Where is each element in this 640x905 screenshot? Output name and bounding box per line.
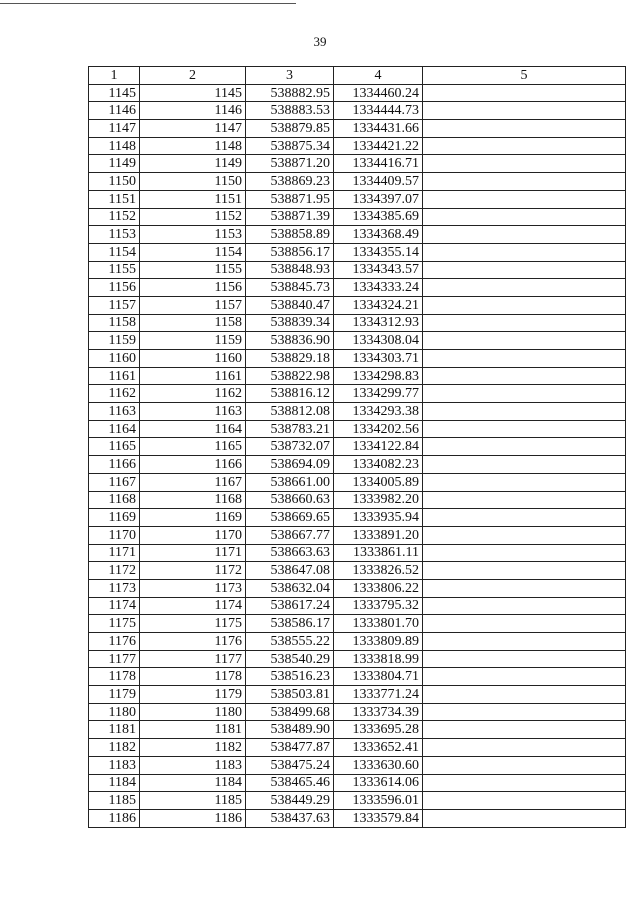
coord-x-cell: 538840.47	[246, 296, 334, 314]
point-label-cell: 1186	[140, 809, 246, 827]
table-row	[89, 509, 626, 527]
coord-x-cell: 538836.90	[246, 332, 334, 350]
note-cell	[423, 509, 626, 527]
table-row	[89, 420, 626, 438]
point-label-cell: 1160	[140, 350, 246, 368]
point-label-cell: 1167	[140, 473, 246, 491]
note-cell	[423, 703, 626, 721]
point-label-cell: 1180	[140, 703, 246, 721]
coord-y-cell: 1334082.23	[334, 456, 423, 474]
coord-x-cell: 538437.63	[246, 809, 334, 827]
table-row	[89, 491, 626, 509]
coord-y-cell: 1334355.14	[334, 243, 423, 261]
table-row	[89, 686, 626, 704]
coord-x-cell: 538540.29	[246, 650, 334, 668]
table-row	[89, 102, 626, 120]
table-row	[89, 526, 626, 544]
note-cell	[423, 809, 626, 827]
point-label-cell: 1184	[140, 774, 246, 792]
point-number-cell: 1146	[89, 102, 140, 120]
table-row	[89, 544, 626, 562]
coord-x-cell: 538499.68	[246, 703, 334, 721]
note-cell	[423, 243, 626, 261]
coord-y-cell: 1334397.07	[334, 190, 423, 208]
coord-y-cell: 1334416.71	[334, 155, 423, 173]
table-row	[89, 385, 626, 403]
note-cell	[423, 190, 626, 208]
coord-x-cell: 538829.18	[246, 350, 334, 368]
coord-x-cell: 538879.85	[246, 120, 334, 138]
coord-y-cell: 1333806.22	[334, 579, 423, 597]
note-cell	[423, 332, 626, 350]
point-number-cell: 1173	[89, 579, 140, 597]
coord-x-cell: 538856.17	[246, 243, 334, 261]
note-cell	[423, 420, 626, 438]
point-number-cell: 1162	[89, 385, 140, 403]
coord-x-cell: 538848.93	[246, 261, 334, 279]
table-row	[89, 774, 626, 792]
point-number-cell: 1169	[89, 509, 140, 527]
coord-x-cell: 538667.77	[246, 526, 334, 544]
note-cell	[423, 756, 626, 774]
point-number-cell: 1151	[89, 190, 140, 208]
point-number-cell: 1153	[89, 226, 140, 244]
point-number-cell: 1175	[89, 615, 140, 633]
note-cell	[423, 579, 626, 597]
note-cell	[423, 526, 626, 544]
header-rule	[0, 3, 296, 4]
coord-x-cell: 538875.34	[246, 137, 334, 155]
coord-y-cell: 1333801.70	[334, 615, 423, 633]
point-label-cell: 1151	[140, 190, 246, 208]
point-number-cell: 1165	[89, 438, 140, 456]
coord-y-cell: 1334333.24	[334, 279, 423, 297]
coord-x-cell: 538617.24	[246, 597, 334, 615]
table-row	[89, 137, 626, 155]
point-number-cell: 1179	[89, 686, 140, 704]
note-cell	[423, 350, 626, 368]
note-cell	[423, 173, 626, 191]
coord-y-cell: 1333804.71	[334, 668, 423, 686]
point-number-cell: 1150	[89, 173, 140, 191]
point-label-cell: 1148	[140, 137, 246, 155]
point-number-cell: 1147	[89, 120, 140, 138]
point-number-cell: 1180	[89, 703, 140, 721]
point-number-cell: 1163	[89, 403, 140, 421]
note-cell	[423, 120, 626, 138]
table-row	[89, 650, 626, 668]
table-row	[89, 155, 626, 173]
coord-y-cell: 1333630.60	[334, 756, 423, 774]
coord-y-cell: 1333734.39	[334, 703, 423, 721]
coord-x-cell: 538871.95	[246, 190, 334, 208]
point-label-cell: 1181	[140, 721, 246, 739]
coord-x-cell: 538669.65	[246, 509, 334, 527]
point-label-cell: 1153	[140, 226, 246, 244]
point-label-cell: 1178	[140, 668, 246, 686]
coord-x-cell: 538586.17	[246, 615, 334, 633]
point-number-cell: 1174	[89, 597, 140, 615]
table-row	[89, 456, 626, 474]
table-header	[89, 67, 626, 85]
coord-x-cell: 538661.00	[246, 473, 334, 491]
point-number-cell: 1167	[89, 473, 140, 491]
coord-y-cell: 1334444.73	[334, 102, 423, 120]
coord-x-cell: 538871.39	[246, 208, 334, 226]
point-label-cell: 1179	[140, 686, 246, 704]
coord-y-cell: 1334293.38	[334, 403, 423, 421]
note-cell	[423, 544, 626, 562]
point-number-cell: 1164	[89, 420, 140, 438]
note-cell	[423, 739, 626, 757]
coord-x-cell: 538783.21	[246, 420, 334, 438]
point-label-cell: 1162	[140, 385, 246, 403]
note-cell	[423, 226, 626, 244]
point-label-cell: 1164	[140, 420, 246, 438]
coord-y-cell: 1333818.99	[334, 650, 423, 668]
table-row	[89, 562, 626, 580]
table-row	[89, 296, 626, 314]
point-number-cell: 1181	[89, 721, 140, 739]
column-header-2: 2	[140, 67, 246, 85]
note-cell	[423, 102, 626, 120]
table-row	[89, 314, 626, 332]
note-cell	[423, 137, 626, 155]
table-body	[89, 84, 626, 827]
coord-y-cell: 1334298.83	[334, 367, 423, 385]
coord-x-cell: 538489.90	[246, 721, 334, 739]
table-row	[89, 350, 626, 368]
page-number: 39	[313, 34, 327, 49]
point-label-cell: 1169	[140, 509, 246, 527]
table-row	[89, 190, 626, 208]
coord-x-cell: 538465.46	[246, 774, 334, 792]
coord-x-cell: 538516.23	[246, 668, 334, 686]
point-number-cell: 1166	[89, 456, 140, 474]
table-row	[89, 367, 626, 385]
coord-y-cell: 1333861.11	[334, 544, 423, 562]
coord-x-cell: 538858.89	[246, 226, 334, 244]
coord-x-cell: 538660.63	[246, 491, 334, 509]
point-number-cell: 1184	[89, 774, 140, 792]
coord-y-cell: 1334303.71	[334, 350, 423, 368]
point-label-cell: 1146	[140, 102, 246, 120]
table-row	[89, 84, 626, 102]
coord-y-cell: 1334005.89	[334, 473, 423, 491]
table-row	[89, 633, 626, 651]
column-header-4: 4	[334, 67, 423, 85]
note-cell	[423, 314, 626, 332]
note-cell	[423, 597, 626, 615]
coord-x-cell: 538871.20	[246, 155, 334, 173]
table-row	[89, 226, 626, 244]
note-cell	[423, 633, 626, 651]
point-label-cell: 1177	[140, 650, 246, 668]
coord-x-cell: 538845.73	[246, 279, 334, 297]
note-cell	[423, 562, 626, 580]
coord-y-cell: 1333795.32	[334, 597, 423, 615]
table-row	[89, 792, 626, 810]
point-label-cell: 1145	[140, 84, 246, 102]
point-number-cell: 1161	[89, 367, 140, 385]
coord-y-cell: 1334122.84	[334, 438, 423, 456]
note-cell	[423, 279, 626, 297]
point-number-cell: 1159	[89, 332, 140, 350]
table-row	[89, 668, 626, 686]
table-row	[89, 438, 626, 456]
coord-x-cell: 538555.22	[246, 633, 334, 651]
coord-y-cell: 1334312.93	[334, 314, 423, 332]
point-label-cell: 1147	[140, 120, 246, 138]
table-row	[89, 332, 626, 350]
table-row	[89, 756, 626, 774]
point-label-cell: 1183	[140, 756, 246, 774]
note-cell	[423, 367, 626, 385]
note-cell	[423, 686, 626, 704]
coord-y-cell: 1333826.52	[334, 562, 423, 580]
table-row	[89, 615, 626, 633]
note-cell	[423, 261, 626, 279]
point-label-cell: 1157	[140, 296, 246, 314]
coord-x-cell: 538812.08	[246, 403, 334, 421]
point-number-cell: 1157	[89, 296, 140, 314]
coord-x-cell: 538477.87	[246, 739, 334, 757]
coord-y-cell: 1333891.20	[334, 526, 423, 544]
note-cell	[423, 456, 626, 474]
point-number-cell: 1160	[89, 350, 140, 368]
note-cell	[423, 155, 626, 173]
table-row	[89, 473, 626, 491]
table-row	[89, 403, 626, 421]
point-number-cell: 1149	[89, 155, 140, 173]
note-cell	[423, 792, 626, 810]
point-label-cell: 1159	[140, 332, 246, 350]
coord-x-cell: 538663.63	[246, 544, 334, 562]
coord-x-cell: 538822.98	[246, 367, 334, 385]
point-label-cell: 1166	[140, 456, 246, 474]
point-number-cell: 1177	[89, 650, 140, 668]
point-number-cell: 1183	[89, 756, 140, 774]
point-label-cell: 1158	[140, 314, 246, 332]
coord-x-cell: 538694.09	[246, 456, 334, 474]
table-row	[89, 173, 626, 191]
point-label-cell: 1176	[140, 633, 246, 651]
point-label-cell: 1182	[140, 739, 246, 757]
coord-y-cell: 1334431.66	[334, 120, 423, 138]
coord-y-cell: 1333695.28	[334, 721, 423, 739]
coord-y-cell: 1334299.77	[334, 385, 423, 403]
point-label-cell: 1172	[140, 562, 246, 580]
note-cell	[423, 385, 626, 403]
point-number-cell: 1172	[89, 562, 140, 580]
point-label-cell: 1155	[140, 261, 246, 279]
note-cell	[423, 721, 626, 739]
point-number-cell: 1152	[89, 208, 140, 226]
header-row	[89, 67, 626, 85]
point-number-cell: 1156	[89, 279, 140, 297]
point-number-cell: 1170	[89, 526, 140, 544]
coord-y-cell: 1333614.06	[334, 774, 423, 792]
coord-x-cell: 538882.95	[246, 84, 334, 102]
note-cell	[423, 438, 626, 456]
point-label-cell: 1161	[140, 367, 246, 385]
note-cell	[423, 774, 626, 792]
point-number-cell: 1145	[89, 84, 140, 102]
coord-x-cell: 538869.23	[246, 173, 334, 191]
table-row	[89, 208, 626, 226]
note-cell	[423, 403, 626, 421]
coord-x-cell: 538449.29	[246, 792, 334, 810]
note-cell	[423, 650, 626, 668]
coord-y-cell: 1333652.41	[334, 739, 423, 757]
note-cell	[423, 668, 626, 686]
column-header-3: 3	[246, 67, 334, 85]
coord-x-cell: 538883.53	[246, 102, 334, 120]
point-number-cell: 1171	[89, 544, 140, 562]
point-label-cell: 1150	[140, 173, 246, 191]
point-number-cell: 1176	[89, 633, 140, 651]
note-cell	[423, 296, 626, 314]
table-row	[89, 243, 626, 261]
coord-y-cell: 1333771.24	[334, 686, 423, 704]
point-number-cell: 1186	[89, 809, 140, 827]
point-label-cell: 1175	[140, 615, 246, 633]
point-number-cell: 1182	[89, 739, 140, 757]
table-row	[89, 721, 626, 739]
note-cell	[423, 473, 626, 491]
point-label-cell: 1163	[140, 403, 246, 421]
table-row	[89, 279, 626, 297]
coord-y-cell: 1334308.04	[334, 332, 423, 350]
column-header-1: 1	[89, 67, 140, 85]
point-label-cell: 1171	[140, 544, 246, 562]
coord-y-cell: 1334421.22	[334, 137, 423, 155]
coord-y-cell: 1334368.49	[334, 226, 423, 244]
table-row	[89, 703, 626, 721]
point-number-cell: 1185	[89, 792, 140, 810]
coord-x-cell: 538503.81	[246, 686, 334, 704]
note-cell	[423, 208, 626, 226]
coord-y-cell: 1334343.57	[334, 261, 423, 279]
point-label-cell: 1168	[140, 491, 246, 509]
coord-y-cell: 1333935.94	[334, 509, 423, 527]
table-row	[89, 261, 626, 279]
point-number-cell: 1168	[89, 491, 140, 509]
point-label-cell: 1156	[140, 279, 246, 297]
coord-x-cell: 538632.04	[246, 579, 334, 597]
table-row	[89, 809, 626, 827]
table-row	[89, 120, 626, 138]
point-label-cell: 1174	[140, 597, 246, 615]
coord-x-cell: 538732.07	[246, 438, 334, 456]
point-label-cell: 1165	[140, 438, 246, 456]
point-number-cell: 1178	[89, 668, 140, 686]
table-row	[89, 597, 626, 615]
point-label-cell: 1149	[140, 155, 246, 173]
point-number-cell: 1155	[89, 261, 140, 279]
coord-y-cell: 1334385.69	[334, 208, 423, 226]
point-number-cell: 1158	[89, 314, 140, 332]
note-cell	[423, 491, 626, 509]
coord-x-cell: 538475.24	[246, 756, 334, 774]
coord-x-cell: 538816.12	[246, 385, 334, 403]
coord-x-cell: 538839.34	[246, 314, 334, 332]
coord-y-cell: 1333596.01	[334, 792, 423, 810]
table-row	[89, 579, 626, 597]
point-label-cell: 1170	[140, 526, 246, 544]
coord-y-cell: 1334409.57	[334, 173, 423, 191]
note-cell	[423, 84, 626, 102]
point-label-cell: 1152	[140, 208, 246, 226]
point-label-cell: 1185	[140, 792, 246, 810]
coord-y-cell: 1334202.56	[334, 420, 423, 438]
point-number-cell: 1148	[89, 137, 140, 155]
coord-y-cell: 1333579.84	[334, 809, 423, 827]
point-number-cell: 1154	[89, 243, 140, 261]
note-cell	[423, 615, 626, 633]
coord-y-cell: 1334460.24	[334, 84, 423, 102]
point-label-cell: 1173	[140, 579, 246, 597]
coord-y-cell: 1333982.20	[334, 491, 423, 509]
coordinates-table	[88, 66, 626, 828]
point-label-cell: 1154	[140, 243, 246, 261]
coord-y-cell: 1333809.89	[334, 633, 423, 651]
coord-x-cell: 538647.08	[246, 562, 334, 580]
coord-y-cell: 1334324.21	[334, 296, 423, 314]
table-row	[89, 739, 626, 757]
column-header-5: 5	[423, 67, 626, 85]
